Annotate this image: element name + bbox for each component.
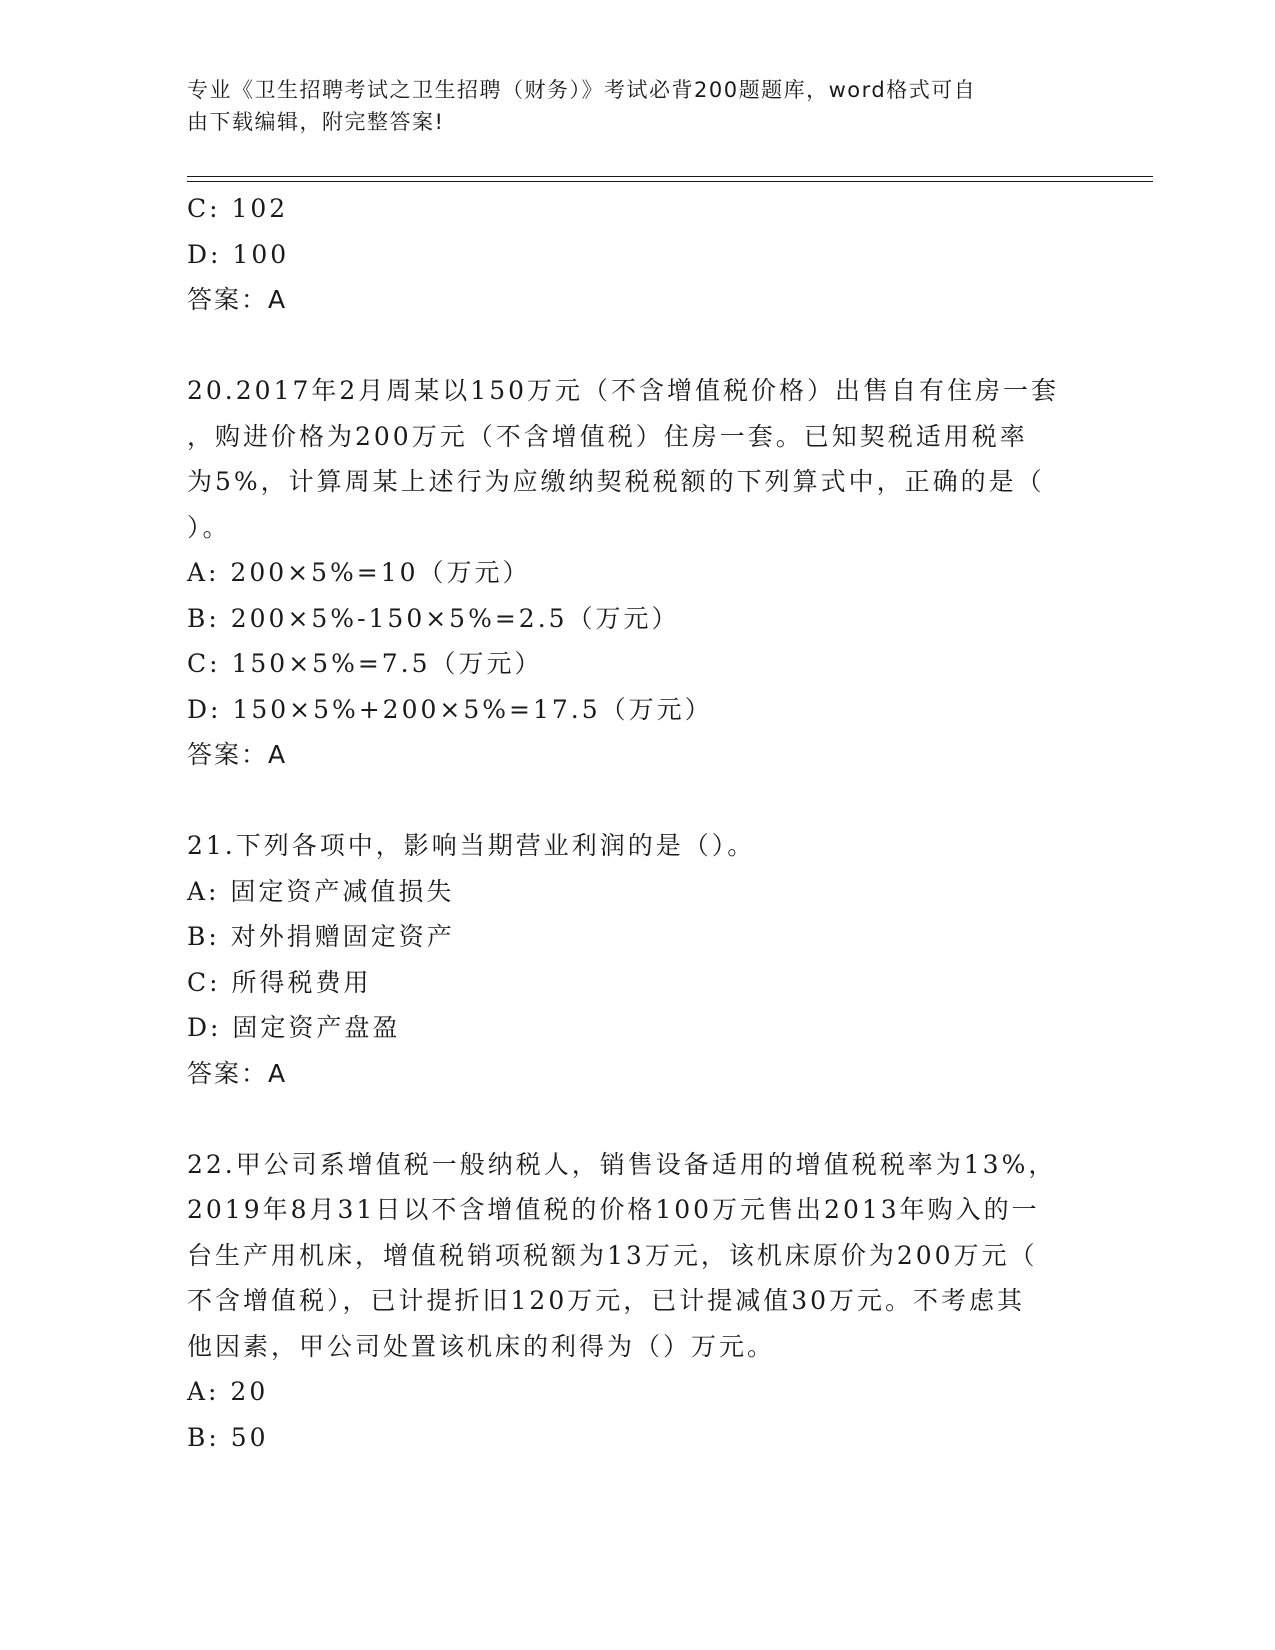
answer-line: 答案：A <box>187 285 288 314</box>
option-d: D: 100 <box>187 239 290 269</box>
question-stem-line: ）。 <box>187 512 231 542</box>
question-stem-line: 他因素，甲公司处置该机床的利得为（）万元。 <box>187 1331 776 1361</box>
option-a: A: 20 <box>187 1377 269 1406</box>
header-line-2: 由下载编辑，附完整答案! <box>187 110 445 134</box>
option-d: D: 150×5%+200×5%=17.5（万元） <box>187 694 713 724</box>
option-c: C: 150×5%=7.5（万元） <box>187 649 543 678</box>
previous-question-tail <box>187 186 1087 323</box>
question-stem-line: 2019年8月31日以不含增值税的价格100万元售出2013年购入的一 <box>187 1195 1040 1224</box>
answer-line: 答案：A <box>187 1058 288 1088</box>
header-divider-bottom <box>187 181 1153 182</box>
document-header <box>187 74 1067 138</box>
option-c: C: 所得税费用 <box>187 967 372 997</box>
question-stem-line: 21.下列各项中，影响当期营业利润的是（）。 <box>187 831 756 860</box>
question-20 <box>187 368 1087 778</box>
header-line-1: 专业《卫生招聘考试之卫生招聘（财务）》考试必背200题题库，word格式可自 <box>187 78 977 102</box>
question-21 <box>187 823 1087 1096</box>
question-stem-line: 为5%，计算周某上述行为应缴纳契税税额的下列算式中，正确的是（ <box>187 467 1045 496</box>
option-d: D: 固定资产盘盈 <box>187 1013 401 1042</box>
header-divider-top <box>187 176 1153 177</box>
option-b: B: 200×5%-150×5%=2.5（万元） <box>187 603 680 633</box>
option-b: B: 50 <box>187 1422 269 1452</box>
question-stem-line: 20.2017年2月周某以150万元（不含增值税价格）出售自有住房一套 <box>187 376 1060 405</box>
option-c: C: 102 <box>187 194 289 223</box>
question-stem-line: 不含增值税），已计提折旧120万元，已计提减值30万元。不考虑其 <box>187 1286 1026 1315</box>
question-22 <box>187 1142 1087 1461</box>
question-stem-line: ，购进价格为200万元（不含增值税）住房一套。已知契税适用税率 <box>187 421 1028 451</box>
question-stem-line: 台生产用机床，增值税销项税额为13万元，该机床原价为200万元（ <box>187 1240 1038 1270</box>
answer-line: 答案：A <box>187 740 288 769</box>
question-stem-line: 22.甲公司系增值税一般纳税人，销售设备适用的增值税税率为13%， <box>187 1149 1057 1179</box>
option-a: A: 200×5%=10（万元） <box>187 558 531 587</box>
option-b: B: 对外捐赠固定资产 <box>187 922 455 951</box>
option-a: A: 固定资产减值损失 <box>187 876 455 906</box>
document-body <box>187 186 1087 1460</box>
